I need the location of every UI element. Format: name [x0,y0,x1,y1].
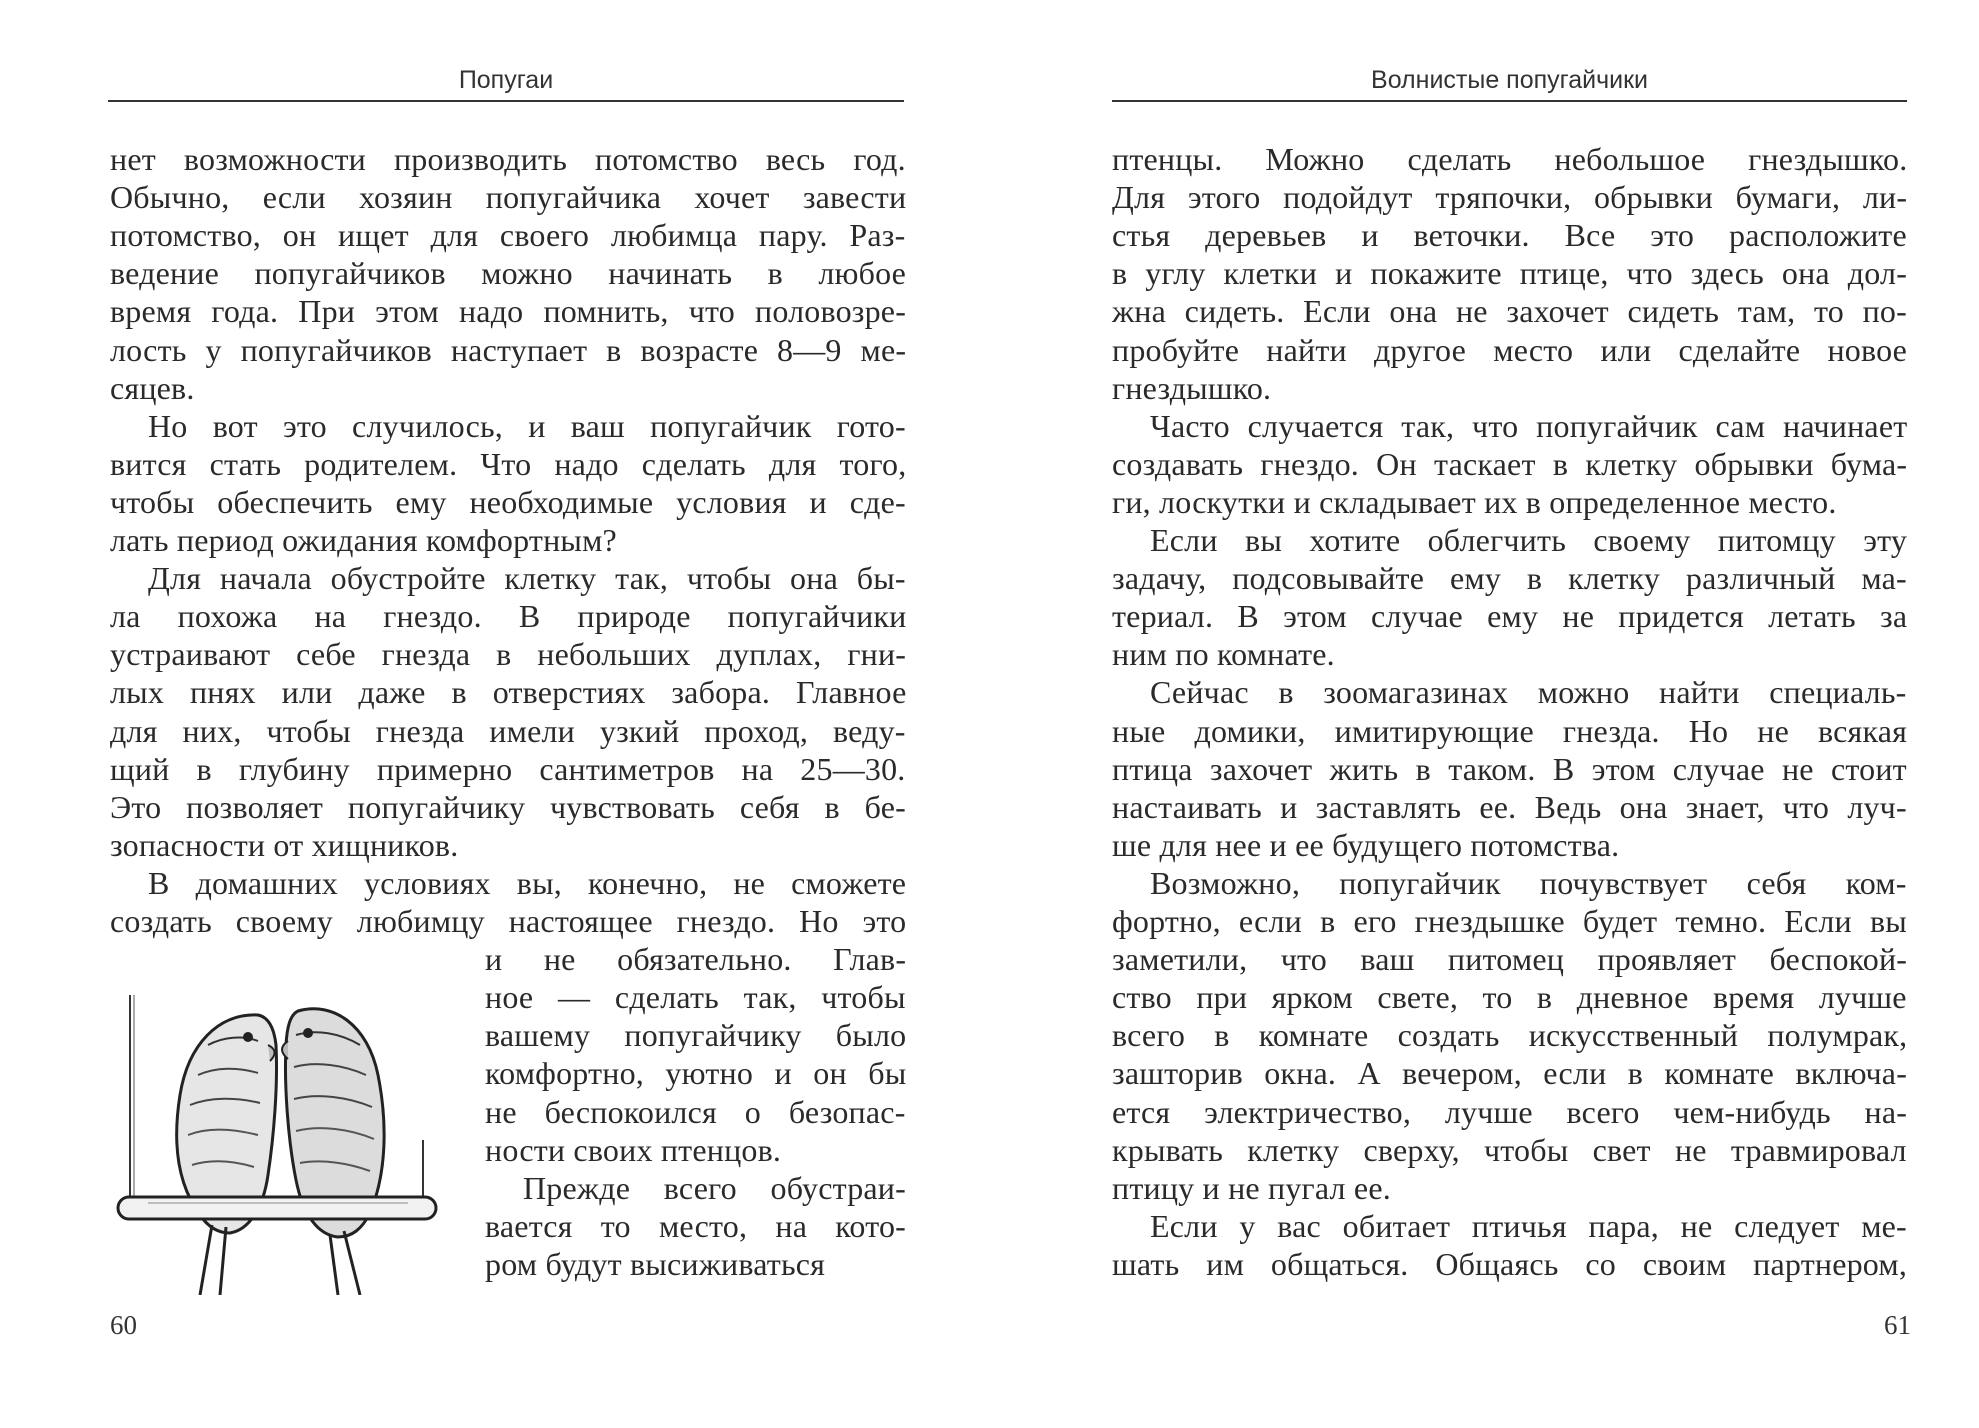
text-line: в углу клетки и покажите птице, что здесь она дол- [1112,255,1908,292]
text-line: гнездышко. [1112,369,1272,406]
perch [118,1197,436,1219]
text-line: сяцев. [110,369,195,406]
text-line: крывать клетку сверху, чтобы свет не травмировал [1112,1131,1907,1168]
text-line: Если у вас обитает птичья пара, не следует ме- [1150,1207,1907,1244]
text-line: создать своему любимцу настоящее гнездо. Но это [110,903,907,939]
text-line: задачу, подсовывайте ему в клетку различный ма- [1112,560,1907,597]
right-budgie [282,1009,384,1295]
text-line: ведение попугайчиков можно начинать в любое [110,255,907,292]
text-line: зашторив окна. А вечером, если в комнате включа- [1112,1055,1908,1092]
text-line: ности своих птенцов. [485,1131,782,1168]
text-line: для них, чтобы гнезда имели узкий проход, веду- [110,712,906,749]
budgies-illustration [108,975,468,1295]
text-line: Для начала обустройте клетку так, чтобы она бы- [148,560,906,597]
text-line: птенцы. Можно сделать небольшое гнездышко. [1112,141,1908,177]
text-line: Для этого подойдут тряпочки, обрывки бумаги, ли- [1112,179,1908,216]
text-line: ше для нее и ее будущего потомства. [1112,826,1620,863]
text-line: Прежде всего обустраи- [523,1169,906,1206]
text-line: ла похожа на гнездо. В природе попугайчики [110,598,907,635]
text-line: Если вы хотите облегчить своему питомцу эту [1150,522,1908,558]
text-line: В домашних условиях вы, конечно, не сможете [148,864,907,901]
left-header-rule [108,100,904,102]
text-line: териал. В этом случае ему не придется летать за [1112,598,1908,635]
text-line: и не обязательно. Глав- [485,941,907,978]
text-line: лать период ожидания комфортным? [110,522,617,558]
text-line: лых пнях или даже в отверстиях забора. Главное [110,674,907,711]
text-line: стья деревьев и веточки. Все это расположите [1112,217,1907,254]
text-line: шать им общаться. Общаясь со своим партнером, [1112,1245,1908,1282]
text-line: лость у попугайчиков наступает в возрасте 8—9 ме- [110,331,907,368]
text-line: Сейчас в зоомагазинах можно найти специаль- [1150,674,1907,711]
text-line: время года. При этом надо помнить, что половозре- [110,293,907,330]
text-line: вашему попугайчику было [485,1017,907,1054]
text-line: Это позволяет попугайчику чувствовать себя в бе- [110,788,906,825]
text-line: устраивают себе гнезда в небольших дуплах, гни- [110,636,907,673]
left-page-number: 60 [110,1310,137,1340]
text-line: птица захочет жить в таком. В этом случае не стоит [1112,750,1907,787]
text-line: жна сидеть. Если она не захочет сидеть там, то по- [1112,293,1907,330]
text-line: потомство, он ищет для своего любимца пару. Раз- [110,217,906,254]
text-line: Часто случается так, что попугайчик сам начинает [1150,407,1908,444]
text-line: всего в комнате создать искусственный полумрак, [1112,1017,1908,1054]
text-line: заметили, что ваш питомец проявляет беспокой- [1112,941,1908,978]
text-line: Возможно, попугайчик почувствует себя ком- [1150,864,1907,901]
text-line: вится стать родителем. Что надо сделать для того, [110,445,907,482]
text-line: ное — сделать так, чтобы [485,979,906,1016]
text-line: зопасности от хищников. [110,826,459,863]
text-line: ные домики, имитирующие гнезда. Но не всякая [1112,712,1908,749]
text-line: фортно, если в его гнездышке будет темно. Если вы [1112,903,1907,939]
right-header-rule [1112,100,1907,102]
right-page-number: 61 [1884,1310,1911,1340]
text-line: создавать гнездо. Он таскает в клетку обрывки бума- [1112,445,1908,482]
text-line: не беспокоился о безопас- [485,1093,906,1130]
text-line: ется электричество, лучше всего чем-нибудь на- [1112,1093,1908,1130]
text-line: Но вот это случилось, и ваш попугайчик гото- [148,407,906,444]
left-running-head: Попугаи [458,66,554,94]
right-running-head: Волнистые попугайчики [1371,66,1648,94]
text-line: чтобы обеспечить ему необходимые условия и сде- [110,483,906,520]
text-line: Обычно, если хозяин попугайчика хочет завести [110,179,907,216]
text-line: вается то место, на кото- [485,1207,907,1244]
right-page [990,0,1979,1428]
text-line: пробуйте найти другое место или сделайте новое [1112,331,1908,368]
text-line: настаивать и заставлять ее. Ведь она знает, что луч- [1112,788,1907,825]
text-line: комфортно, уютно и он бы [485,1055,907,1092]
text-line: нет возможности производить потомство весь год. [110,141,906,177]
text-line: щий в глубину примерно сантиметров на 25—30. [110,750,906,787]
left-budgie [177,1015,277,1295]
text-line: птицу и не пугал ее. [1112,1169,1391,1206]
text-line: ство при ярком свете, то в дневное время лучше [1112,979,1907,1016]
text-line: ги, лоскутки и складывает их в определенное место. [1112,483,1837,520]
text-line: ром будут высиживаться [485,1245,826,1282]
text-line: ним по комнате. [1112,636,1335,673]
